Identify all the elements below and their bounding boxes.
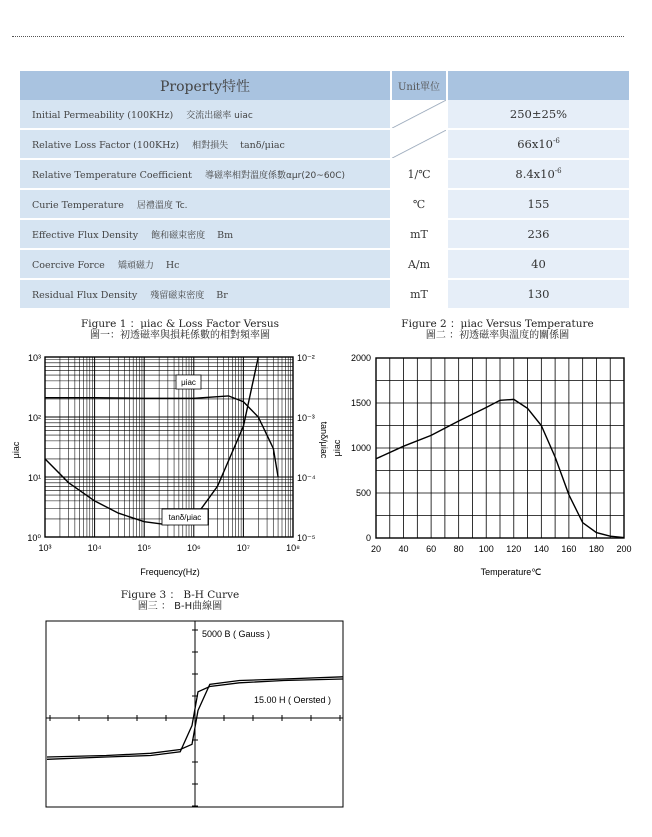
property-cell (20, 100, 391, 129)
table-row (20, 279, 629, 309)
figure2-ylabel: μiac (332, 439, 342, 457)
x-tick-label: 60 (426, 544, 437, 554)
unit-cell: A/m (391, 249, 447, 279)
property-zh: 相對損失 (192, 140, 229, 151)
value-cell (447, 189, 629, 219)
unit-cell: ℃ (391, 189, 447, 219)
property-zh: 飽和磁束密度 (151, 230, 206, 241)
table-row (20, 129, 629, 159)
property-zh: 殘留磁束密度 (150, 290, 205, 301)
table-row (20, 100, 629, 129)
y-right-tick-label: 10⁻³ (297, 413, 315, 423)
value-exponent: -6 (552, 137, 560, 146)
table-row (20, 159, 629, 189)
figure1-xlabel: Frequency(Hz) (140, 567, 200, 577)
unit-cell (391, 129, 447, 159)
x-tick-label: 100 (478, 544, 494, 554)
y-tick-label: 0 (365, 533, 371, 543)
value-text: 130 (527, 287, 550, 301)
value-cell (447, 129, 629, 159)
dotted-divider (12, 36, 624, 37)
property-cell (20, 129, 391, 159)
header-unit: Unit單位 (391, 71, 447, 100)
figure1-title-zh: 圖一：初透磁率與損耗係數的相對頻率圖 (90, 330, 270, 341)
mu-curve-label: μiac (181, 378, 196, 387)
y-tick-label: 2000 (350, 353, 371, 363)
property-zh: 居禮溫度 Tc. (136, 200, 188, 211)
tan-curve-label: tanδ/μiac (168, 513, 202, 522)
x-tick-label: 20 (370, 544, 382, 554)
unit-cell: mT (391, 279, 447, 309)
figure1-ylabel-left: μiac (11, 441, 21, 459)
unit-cell (391, 100, 447, 129)
value-exponent: -6 (554, 167, 562, 176)
figure2-title-zh: 圖二 ：初透磁率與溫度的關係圖 (425, 330, 570, 341)
y-left-tick-label: 10³ (27, 353, 41, 363)
value-cell (447, 279, 629, 309)
x-tick-label: 160 (561, 544, 577, 554)
property-en: Coercive Force (32, 259, 105, 271)
y-left-tick-label: 10² (27, 413, 41, 423)
value-text: 8.4x10 (515, 167, 555, 181)
x-tick-label: 10⁸ (286, 543, 300, 553)
property-zh: 交流出磁率 uiac (186, 110, 253, 121)
property-symbol: Bm (217, 229, 234, 241)
unit-cell: mT (391, 219, 447, 249)
property-cell (20, 159, 391, 189)
property-cell (20, 189, 391, 219)
value-cell (447, 159, 629, 189)
y-tick-label: 1000 (350, 443, 371, 453)
property-zh: 矯頑磁力 (117, 260, 154, 271)
property-en: Initial Permeability (100KHz) (32, 109, 174, 121)
table-header (20, 71, 629, 100)
property-cell (20, 219, 391, 249)
y-left-tick-label: 10⁰ (27, 533, 41, 543)
figure1-title-en: Figure 1 ：μiac & Loss Factor Versus (81, 318, 279, 330)
property-zh: 導磁率相對溫度係數αμr(20~60C) (204, 170, 346, 181)
value-cell (447, 219, 629, 249)
y-right-tick-label: 10⁻⁴ (297, 473, 316, 483)
table-row (20, 219, 629, 249)
property-cell (20, 249, 391, 279)
property-symbol: Br (216, 289, 228, 301)
x-tick-label: 40 (398, 544, 409, 554)
figure3-chart (45, 620, 345, 810)
property-table (20, 71, 629, 310)
figure2-xlabel: Temperature℃ (480, 567, 542, 577)
y-tick-label: 500 (355, 488, 371, 498)
x-tick-label: 140 (533, 544, 549, 554)
header-value (447, 71, 629, 100)
y-right-tick-label: 10⁻² (297, 353, 315, 363)
y-left-tick-label: 10¹ (27, 473, 41, 483)
h-axis-label: 15.00 H ( Oersted ) (254, 695, 332, 705)
value-text: 236 (527, 227, 550, 241)
value-text: 66x10 (517, 137, 553, 151)
figure1-chart (0, 340, 330, 585)
x-tick-label: 10⁶ (186, 543, 201, 553)
figure1-title (55, 319, 305, 341)
header-property: Property特性 (20, 71, 391, 100)
property-en: Residual Flux Density (32, 289, 138, 301)
x-tick-label: 180 (588, 544, 604, 554)
x-tick-label: 10³ (38, 543, 52, 553)
value-cell (447, 249, 629, 279)
table-row (20, 189, 629, 219)
property-en: Effective Flux Density (32, 229, 139, 241)
figure2-chart (325, 340, 650, 585)
value-text: 250±25% (509, 107, 568, 121)
figure1-ylabel-right: tanδ/μiac (319, 421, 329, 459)
table-row (20, 249, 629, 279)
property-symbol: tanδ/μiac (240, 139, 285, 151)
value-text: 40 (531, 257, 546, 271)
figure3-title-en: Figure 3 ： B-H Curve (120, 589, 240, 601)
unit-cell: 1/℃ (391, 159, 447, 189)
property-symbol: Hc (165, 259, 180, 271)
x-tick-label: 10⁵ (137, 543, 152, 553)
x-tick-label: 120 (506, 544, 522, 554)
x-tick-label: 80 (453, 544, 464, 554)
figure3-title-zh: 圖三 ： B-H曲線圖 (137, 601, 223, 612)
b-axis-label: 5000 B ( Gauss ) (202, 629, 271, 639)
property-en: Relative Temperature Coefficient (32, 169, 192, 181)
property-en: Relative Loss Factor (100KHz) (32, 139, 180, 151)
property-en: Curie Temperature (32, 199, 124, 211)
y-tick-label: 1500 (350, 398, 371, 408)
figure2-title (385, 319, 610, 341)
value-text: 155 (527, 197, 550, 211)
figure2-title-en: Figure 2 ：μiac Versus Temperature (401, 318, 594, 330)
x-tick-label: 10⁴ (87, 543, 102, 553)
figure3-title (100, 590, 260, 612)
x-tick-label: 200 (616, 544, 632, 554)
x-tick-label: 10⁷ (236, 543, 251, 553)
value-cell (447, 100, 629, 129)
y-right-tick-label: 10⁻⁵ (297, 533, 316, 543)
property-cell (20, 279, 391, 309)
